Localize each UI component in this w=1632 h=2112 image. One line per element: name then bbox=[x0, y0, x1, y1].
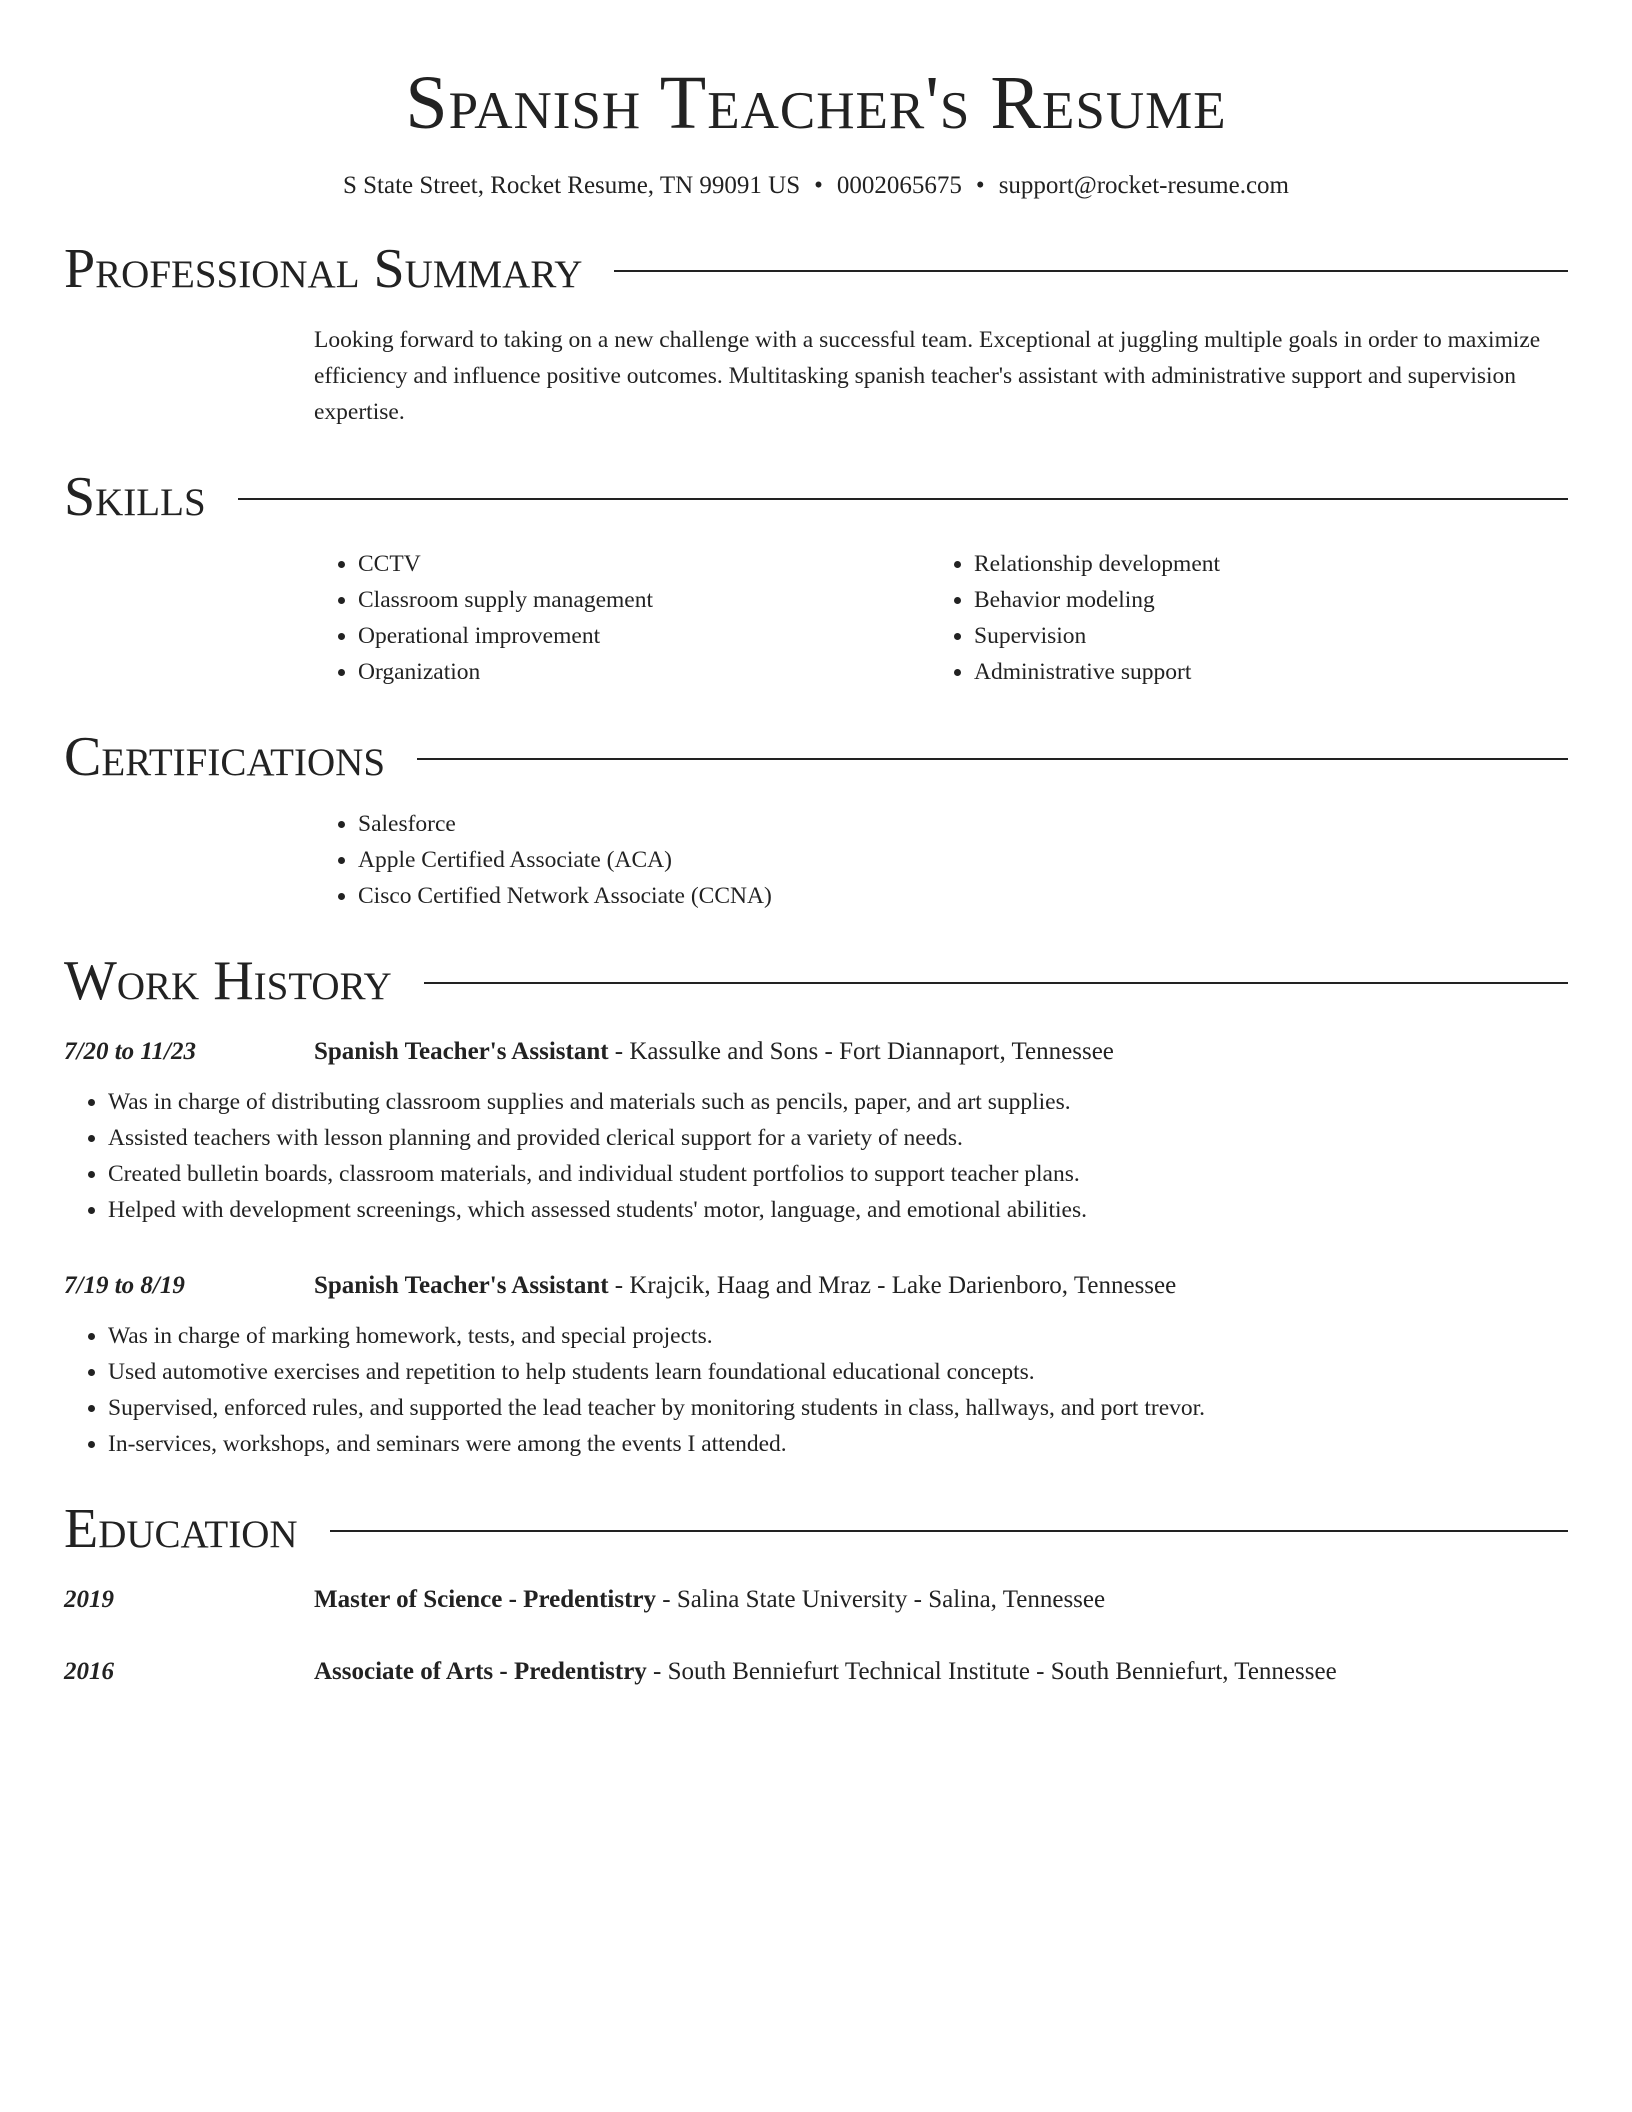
job-title-text bbox=[314, 1034, 1568, 1070]
section-divider bbox=[424, 982, 1568, 984]
job-bullets bbox=[0, 1084, 1568, 1228]
job-title-text bbox=[314, 1268, 1568, 1304]
job-header bbox=[64, 1268, 1568, 1304]
job-title: Spanish Teacher's Assistant bbox=[314, 1272, 609, 1299]
job-bullet: • Used automotive exercises and repetition to help students learn foundational educational concepts. bbox=[108, 1354, 1568, 1390]
contact-separator: • bbox=[975, 172, 985, 199]
contact-separator: • bbox=[814, 172, 823, 199]
job-title-line bbox=[314, 1268, 1568, 1304]
skill-item: • CCTV bbox=[358, 546, 930, 582]
skills-heading: Skills bbox=[64, 466, 206, 528]
education-text bbox=[314, 1582, 1568, 1618]
education-line bbox=[314, 1582, 1568, 1618]
job-details: - Krajcik, Haag and Mraz - Lake Darienboro, Tennessee bbox=[608, 1272, 1177, 1299]
job-bullet: • Was in charge of distributing classroom supplies and materials such as pencils, paper, and art supplies. bbox=[108, 1084, 1568, 1120]
job-bullet: • In-services, workshops, and seminars were among the events I attended. bbox=[108, 1426, 1568, 1462]
skill-item: • Supervision bbox=[974, 618, 1546, 654]
skill-item: • Organization bbox=[358, 654, 930, 690]
work-heading: Work History bbox=[64, 950, 392, 1012]
job-title-line bbox=[314, 1034, 1568, 1070]
skill-item: • Operational improvement bbox=[358, 618, 930, 654]
education-entry bbox=[64, 1654, 1568, 1690]
certification-item: • Apple Certified Associate (ACA) bbox=[358, 842, 1568, 878]
summary-heading: Professional Summary bbox=[64, 238, 583, 300]
skill-item: • Classroom supply management bbox=[358, 582, 930, 618]
education-degree: Master of Science - Predentistry bbox=[314, 1586, 657, 1613]
job-entry bbox=[64, 1268, 1568, 1462]
section-divider bbox=[238, 498, 1568, 500]
education-details: - Salina State University - Salina, Tennessee bbox=[656, 1586, 1106, 1613]
job-bullet: • Supervised, enforced rules, and supported the lead teacher by monitoring students in class, hallways, and port trevor. bbox=[108, 1390, 1568, 1426]
summary-text: Looking forward to taking on a new challenge with a successful team. Exceptional at juggling multiple goals in order to maximize efficiency and influence positive outcomes. Multitasking spanish teacher's assistant with administrative support and supervision expertise. bbox=[314, 327, 1541, 425]
certification-item: • Salesforce bbox=[358, 806, 1568, 842]
job-dates: 7/20 to 11/23 bbox=[64, 1038, 196, 1065]
skill-item: • Relationship development bbox=[974, 546, 1546, 582]
education-section-header bbox=[64, 1496, 1568, 1562]
summary-section-header bbox=[64, 236, 1568, 302]
education-text bbox=[314, 1654, 1568, 1690]
certifications-list bbox=[314, 806, 1568, 914]
skill-item: • Administrative support bbox=[974, 654, 1546, 690]
job-header bbox=[64, 1034, 1568, 1070]
job-details: - Kassulke and Sons - Fort Diannaport, Tennessee bbox=[608, 1038, 1114, 1065]
contact-address: S State Street, Rocket Resume, TN 99091 US bbox=[343, 172, 801, 199]
contact-phone: 0002065675 bbox=[836, 172, 962, 199]
education-degree: Associate of Arts - Predentistry bbox=[314, 1658, 647, 1685]
section-divider bbox=[417, 758, 1568, 760]
job-entry bbox=[64, 1034, 1568, 1228]
certifications-heading: Certifications bbox=[64, 726, 386, 788]
contact-line bbox=[64, 170, 1568, 202]
education-year: 2019 bbox=[64, 1586, 114, 1613]
job-bullet: • Helped with development screenings, which assessed students' motor, language, and emotional abilities. bbox=[108, 1192, 1568, 1228]
job-bullet: • Created bulletin boards, classroom materials, and individual student portfolios to support teacher plans. bbox=[108, 1156, 1568, 1192]
job-dates: 7/19 to 8/19 bbox=[64, 1272, 185, 1299]
work-section-header bbox=[64, 948, 1568, 1014]
resume-title: Spanish Teacher's Resume bbox=[405, 61, 1227, 145]
job-bullet: • Assisted teachers with lesson planning and provided clerical support for a variety of needs. bbox=[108, 1120, 1568, 1156]
skills-list-left bbox=[314, 546, 930, 690]
skills-section-header bbox=[64, 464, 1568, 530]
job-title: Spanish Teacher's Assistant bbox=[314, 1038, 609, 1065]
certification-item: • Cisco Certified Network Associate (CCNA) bbox=[358, 878, 1568, 914]
education-heading: Education bbox=[64, 1498, 298, 1560]
education-year: 2016 bbox=[64, 1658, 114, 1685]
skills-grid bbox=[314, 546, 1568, 690]
contact-email: support@rocket-resume.com bbox=[998, 172, 1289, 199]
skill-item: • Behavior modeling bbox=[974, 582, 1546, 618]
job-bullet: • Was in charge of marking homework, tests, and special projects. bbox=[108, 1318, 1568, 1354]
job-bullets bbox=[0, 1318, 1568, 1462]
skills-list-right bbox=[930, 546, 1546, 690]
education-details: - South Benniefurt Technical Institute - South Benniefurt, Tennessee bbox=[646, 1658, 1337, 1685]
section-divider bbox=[330, 1530, 1568, 1532]
education-entry bbox=[64, 1582, 1568, 1618]
education-line bbox=[314, 1654, 1568, 1690]
certifications-section-header bbox=[64, 724, 1568, 790]
section-divider bbox=[614, 270, 1568, 272]
